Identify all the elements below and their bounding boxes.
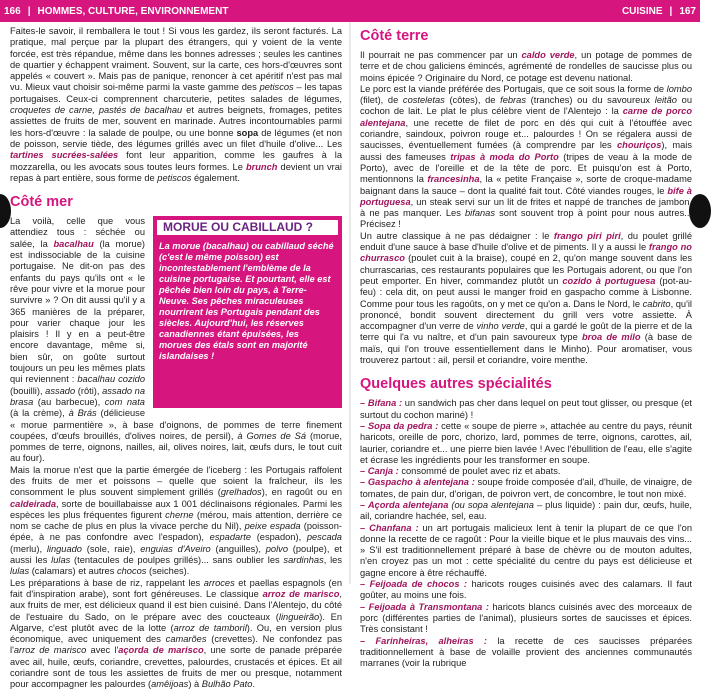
specialty-item: – Feijoada à Transmontana : haricots blancs cuisinés avec des morceaux de porc (différentes parties de l'animal), plusieurs sortes de saucisses et épices. Très consistant !	[360, 601, 692, 635]
right-header: CUISINE | 167	[621, 6, 696, 17]
sidebar-box-body: La morue (bacalhau) ou cabillaud séché (c'est le même poisson) est incontestablement l'emblème de la cuisine portugaise. Et pourtant, elle est pêchée bien loin du pays, à Terre-Neuve. Ses pêches miraculeuses nourrirent les Portugais pendant des siècles. Aujourd'hui, les réserves canadiennes étant épuisées, les morues des étals sont en majorité islandaises !	[159, 241, 334, 362]
specialty-item: – Bifana : un sandwich pas cher dans lequel on peut tout glisser, ou presque (et surtout du cochon mariné) !	[360, 398, 692, 420]
specialty-item: – Gaspacho à alentejana : soupe froide composée d'ail, d'huile, de vinaigre, de tomates, de pain dur, d'origan, de poivron vert, de concombre, le tout non mixé.	[360, 477, 692, 499]
left-page-number: 166	[4, 6, 21, 17]
specialty-item: – Chanfana : un art portugais malicieux lent à tenir la plupart de ce que l'on donne la recette de ce ragoût : Pour la vieille bique et le plus mauvais des vins... » S'il est traditionnellement préparé à base de chèvre ou de mouton adultes, n'en croyez pas un mot : cette spécialité du centre du pays est délicieuse et gagne encore à être réchauffé.	[360, 522, 692, 578]
section-title-terre: Côté terre	[360, 28, 429, 44]
book-gutter	[349, 22, 351, 584]
right-page-number: 167	[679, 6, 696, 17]
specialty-item: – Feijoada de chocos : haricots rouges cuisinés avec des calamars. Il faut goûter, au moins une fois.	[360, 579, 693, 601]
mer-paragraph-2: Mais la morue n'est que la partie émergée de l'iceberg : les Portugais raffolent des fruits de mer et poissons – quelle que soient la fraîcheur, ils les consomment le plus souvent simplement grillés (grelhados), en ragoût ou en caldeirada, sorte de bouillabaisse aux 1 001 déclinaisons régionales. Parmi les espèces les plus fréquentes figurent cherne (mérou, mais attention, derrière ce nom se cache de plus en plus la vivace perche du Nil), peixe espada (poisson-épée, à ne pas confondre avec l'espadon), espadarte (espadon), pescada (merlu), linguado (sole, raie), enguias d'Aveiro (anguilles), polvo (poulpe), et aussi les lulas (tentacules de poulpes grillés)... sans oublier les sardinhas, les lulas (calamars) et autres chocos (seiches).	[10, 464, 343, 577]
specialty-item: – Sopa da pedra : cette « soupe de pierre », attachée au centre du pays, réunit haricots, oreille de porc, chorizo, lard, pommes de terre, oignons, carottes, ail, laurier, coriandre et... une pierre bien lavée ! Avec l'ébullition de l'eau, elle s'agite et écrase les ingrédients pour les transformer en soupe.	[360, 420, 692, 465]
left-running-title: HOMMES, CULTURE, ENVIRONNEMENT	[37, 6, 229, 17]
right-thumb-notch	[689, 194, 711, 228]
left-header: 166 | HOMMES, CULTURE, ENVIRONNEMENT	[4, 6, 229, 17]
right-running-title: CUISINE	[621, 6, 663, 17]
specialty-item: – Farinheiras, alheiras : la recette de ces saucisses préparées traditionnellement à base de volaille provient des anciennes communautés marranes (voir la rubrique	[360, 635, 692, 669]
right-page-column	[360, 26, 692, 669]
intro-paragraph: Faites-le savoir, il remballera le tout ! Si vous les gardez, ils seront facturés. La pratique, mal perçue par la plupart des étrangers, qui y voient de la vente forcée, est très répandue, même dans les bonnes adresses ; seules les cantines de quartier y échappent vraiment. Souvent, sur la carte, ces hors-d'œuvres sont appelés « couvert ». Mais pas de panique, renoncer à cet apéritif n'est pas mal vu. Mieux vaut choisir soi-même parmi la vaste gamme des petiscos – les tapas portugaises. Ceux-ci comprennent charcuterie, petites salades de légumes, croquetes de carne, pastés de bacalhau et autres beignets, fromages, petites assiettes de fruits de mer, souvent en marinade. Autres incontournables parmi les hors-d'œuvre : la salade de poulpe, ou une bonne sopa de légumes (et non de poisson, servie tiède, des légumes grillés avec un filet d'huile d'olive... Les tartines sucrées-salées font leur apparition, comme les gaufres à la mozzarella, ou les avocats sous toutes leurs formes. Le brunch devient un vrai repas à part entière, sous forme de petiscos également.	[10, 26, 342, 183]
specialty-item: – Canja : consommé de poulet avec riz et abats.	[360, 466, 561, 477]
left-page-column	[10, 26, 342, 691]
section-title-mer: Côté mer	[10, 194, 73, 211]
sidebar-box-title: MORUE OU CABILLAUD ?	[155, 218, 340, 237]
section-title-specialites: Quelques autres spécialités	[360, 376, 552, 393]
specialty-item: – Açorda alentejana (ou sopa alentejana – plus liquide) : pain dur, œufs, huile, ail, coriandre hachée, sel, eau.	[360, 499, 692, 522]
sidebar-box	[153, 216, 342, 408]
page-header	[0, 0, 700, 22]
terre-paragraph-1: Il pourrait ne pas commencer par un caldo verde, un potage de pommes de terre et de chou galiciens émincés, agrémenté de rondelles de saucisse plus ou moins épicée ? Originaire du Nord, ce potage est devenu national.	[360, 50, 692, 83]
mer-paragraph-3: Les préparations à base de riz, rappelant les arroces et paellas espagnols (en fait d'inspiration arabe), sont fort généreuses. Le classique arroz de marisco, aux fruits de mer, est délicieux quand il est bien cuisiné. Dans l'Alentejo, du côté de l'estuaire du Sado, on le prépare avec des coucteaux (lingueirão). En Algarve, c'est plutôt avec de la lotte (arroz de tamboril). Ou, en version plus économique, avec uniquement des camarões (crevettes). Ne confondez pas l'arroz de marisco avec l'açorda de marisco, une sorte de panade préparée avec ail, huile, œufs, coriandre, crevettes, palourdes, crustacés et épices. Et ail coriandre sont de tous les assiettes de fruits de mer ou presque, notamment pour accompagner les palourdes (amêijoas) à Bulhão Pato.	[10, 577, 342, 690]
mer-paragraph-1: La voilà, celle que vous attendiez tous : séchée ou salée, la bacalhau (la morue) est indissociable de la cuisine portugaise. Ne dit-on pas des enfants du pays qu'ils ont « le rêve pour vivre et la morue pour survivre » ? On dit aussi qu'il y a 365 manières de la préparer, pour varier chaque jour les plaisirs ! Il y en a peut-être encore davantage, même si, bien sûr, on goûte surtout toujours un peu les mêmes plats qui reviennent : bacalhau cozido (bouilli), assado (rôti), assado na brasa (au barbecue), com nata (à la crème), à Brás (délicieuse « morue parmentière », à base d'oignons, de pommes de terre finement coupées, d'œufs brouillés, d'olives noires, de persil), à Gomes de Sá (morue, pommes de terre, oignons, nailles, ail, olives noires, lait, œufs durs, le tout cuit au four).	[10, 216, 342, 464]
terre-paragraph-3: Un autre classique à ne pas dédaigner : le frango piri piri, du poulet grillé enduit d'une sauce à base d'huile d'olive et de piments. Il y a aussi le frango no churrasco (poulet cuit à la braise), coupé en 2, qu'on mange souvent dans les churrascarias, ces restaurants populaires que les Portugais adorent, ou que l'on peut emporter. En hiver, commandez plutôt un cozido à portuguesa (pot-au-feu) : cela dit, on peut aussi le manger froid en gaspacho comme à Lisbonne. Comme pour tous les ragoûts, on y met ce qu'on a. Dans le Nord, le cabrito, qu'il prononcé, bondit souvent directement du grill vers votre assiette. À accompagner d'un verre de vinho verde, qui a gardé le goût de la pierre et de la terre qui l'a vu naître, et d'un pain savoureux type broa de milo (à base de maïs, qui l'on trouve essentiellement dans le Minho). Pour aromatiser, vous trouverez partout : ail, persil et coriandre, voire menthe.	[360, 230, 692, 366]
terre-paragraph-2: Le porc est la viande préférée des Portugais, que ce soit sous la forme de lombo (filet), de costeletas (côtes), de febras (tranches) ou du savoureux leitão ou cochon de lait. Le plat le plus célèbre vient de l'Alentejo : la carne de porco alentejana, une recette de filet de porc en dés qui cuit à l'étouffée avec coriandre, saindoux, poivron rouge et... palourdes ! On se régalera aussi de saucisses, éventuellement fumées (à comprendre par les chouriços), mais aussi des fameuses tripas à moda do Porto (tripes de veau à la mode de Porto), avec de l'oreille et de la tête de porc. Et puisqu'on est à Porto, mentionnons la francesinha, la « petite Française », sorte de croque-madame baignant dans la sauce – dont la qualité fait tout. Côté viandes rouges, le bife à portuguesa, un steak servi sur un lit de frites et nappé de tranches de jambon, à ne pas manquer. Les bifanas sont souvent trop à point pour nous autres... Précisez !	[360, 83, 693, 230]
